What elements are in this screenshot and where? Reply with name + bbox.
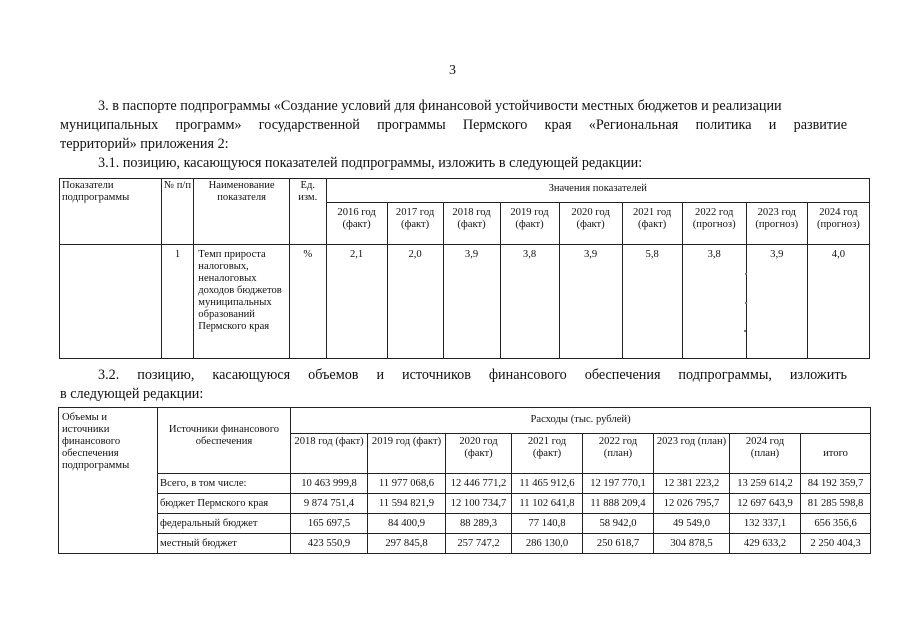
amount-cell: 11 977 068,6 xyxy=(368,474,446,494)
table-row xyxy=(59,474,871,494)
amount-cell: 257 747,2 xyxy=(446,534,512,554)
col-volumes: Объемы и источники финансового обеспечения подпрограммы xyxy=(59,408,158,554)
row-number: 1 xyxy=(161,245,194,359)
amount-cell: 304 878,5 xyxy=(654,534,730,554)
value-cell: 2,1 xyxy=(326,245,387,359)
amount-cell: 12 697 643,9 xyxy=(730,494,801,514)
total-header: итого xyxy=(801,434,871,474)
value-cell: 3,9 xyxy=(746,245,807,359)
intro-line-4: 3.1. позицию, касающуюся показателей подпрограммы, изложить в следующей редакции: xyxy=(98,155,643,171)
year-header: 2021 год (факт) xyxy=(512,434,583,474)
table-row xyxy=(59,494,871,514)
amount-cell: 10 463 999,8 xyxy=(291,474,368,494)
year-header: 2024 год (план) xyxy=(730,434,801,474)
amount-cell: 2 250 404,3 xyxy=(801,534,871,554)
value-cell: 2,0 xyxy=(387,245,443,359)
year-header: 2024 год (прогноз) xyxy=(807,203,869,245)
expenses-header: Расходы (тыс. рублей) xyxy=(291,408,871,434)
page-number: 3 xyxy=(449,63,456,78)
amount-cell: 11 594 821,9 xyxy=(368,494,446,514)
table-row xyxy=(59,534,871,554)
col-name: Наименование показателя xyxy=(194,179,290,245)
year-header: 2020 год (факт) xyxy=(559,203,622,245)
year-header: 2016 год (факт) xyxy=(326,203,387,245)
values-header: Значения показателей xyxy=(326,179,869,203)
amount-cell: 11 102 641,8 xyxy=(512,494,583,514)
source-label: бюджет Пермского края xyxy=(158,494,291,514)
scan-speck xyxy=(744,330,746,332)
year-header: 2021 год (факт) xyxy=(622,203,682,245)
indicators-cell xyxy=(60,245,162,359)
amount-cell: 84 400,9 xyxy=(368,514,446,534)
year-header: 2017 год (факт) xyxy=(387,203,443,245)
amount-cell: 9 874 751,4 xyxy=(291,494,368,514)
source-label: местный бюджет xyxy=(158,534,291,554)
unit-cell: % xyxy=(289,245,326,359)
amount-cell: 58 942,0 xyxy=(583,514,654,534)
amount-cell: 423 550,9 xyxy=(291,534,368,554)
amount-cell: 12 197 770,1 xyxy=(583,474,654,494)
section2-line-2: в следующей редакции: xyxy=(60,386,204,402)
amount-cell: 77 140,8 xyxy=(512,514,583,534)
year-header: 2022 год (прогноз) xyxy=(682,203,746,245)
year-header: 2023 год (план) xyxy=(654,434,730,474)
year-header: 2020 год (факт) xyxy=(446,434,512,474)
financing-table xyxy=(58,407,871,554)
year-header: 2022 год (план) xyxy=(583,434,654,474)
source-label: федеральный бюджет xyxy=(158,514,291,534)
amount-cell: 132 337,1 xyxy=(730,514,801,534)
year-header: 2018 год (факт) xyxy=(443,203,500,245)
table-row xyxy=(59,514,871,534)
amount-cell: 297 845,8 xyxy=(368,534,446,554)
value-cell: 3,8 xyxy=(500,245,559,359)
year-header: 2019 год (факт) xyxy=(500,203,559,245)
amount-cell: 11 465 912,6 xyxy=(512,474,583,494)
amount-cell: 12 026 795,7 xyxy=(654,494,730,514)
year-header: 2018 год (факт) xyxy=(291,434,368,474)
amount-cell: 12 446 771,2 xyxy=(446,474,512,494)
amount-cell: 11 888 209,4 xyxy=(583,494,654,514)
value-cell: 3,8 xyxy=(682,245,746,359)
intro-line-3: территорий» приложения 2: xyxy=(60,136,229,152)
intro-line-2: муниципальных программ» государственной программы Пермского края «Региональная политика и развитие xyxy=(60,117,847,133)
amount-cell: 286 130,0 xyxy=(512,534,583,554)
section2-line-1: 3.2. позицию, касающуюся объемов и источников финансового обеспечения подпрограммы, изложить xyxy=(98,367,847,383)
value-cell: 3,9 xyxy=(559,245,622,359)
amount-cell: 429 633,2 xyxy=(730,534,801,554)
value-cell: 3,9 xyxy=(443,245,500,359)
indicators-table xyxy=(59,178,870,359)
amount-cell: 12 381 223,2 xyxy=(654,474,730,494)
intro-paragraph xyxy=(60,97,847,173)
scan-speck xyxy=(745,273,747,275)
amount-cell: 656 356,6 xyxy=(801,514,871,534)
year-header: 2019 год (факт) xyxy=(368,434,446,474)
amount-cell: 81 285 598,8 xyxy=(801,494,871,514)
amount-cell: 49 549,0 xyxy=(654,514,730,534)
col-number: № п/п xyxy=(161,179,194,245)
amount-cell: 84 192 359,7 xyxy=(801,474,871,494)
indicator-name: Темп прироста налоговых, неналоговых доходов бюджетов муниципальных образований Пермского края xyxy=(194,245,290,359)
amount-cell: 12 100 734,7 xyxy=(446,494,512,514)
value-cell: 4,0 xyxy=(807,245,869,359)
intro-line-1: 3. в паспорте подпрограммы «Создание условий для финансовой устойчивости местных бюджетов и реализации xyxy=(98,98,782,114)
table-row xyxy=(60,245,870,359)
col-sources: Источники финансового обеспечения xyxy=(158,408,291,474)
source-label: Всего, в том числе: xyxy=(158,474,291,494)
scan-speck xyxy=(745,302,747,304)
amount-cell: 88 289,3 xyxy=(446,514,512,534)
amount-cell: 165 697,5 xyxy=(291,514,368,534)
col-unit: Ед. изм. xyxy=(289,179,326,245)
section2-paragraph xyxy=(60,366,847,404)
col-indicators: Показатели подпрограммы xyxy=(60,179,162,245)
amount-cell: 250 618,7 xyxy=(583,534,654,554)
amount-cell: 13 259 614,2 xyxy=(730,474,801,494)
value-cell: 5,8 xyxy=(622,245,682,359)
year-header: 2023 год (прогноз) xyxy=(746,203,807,245)
